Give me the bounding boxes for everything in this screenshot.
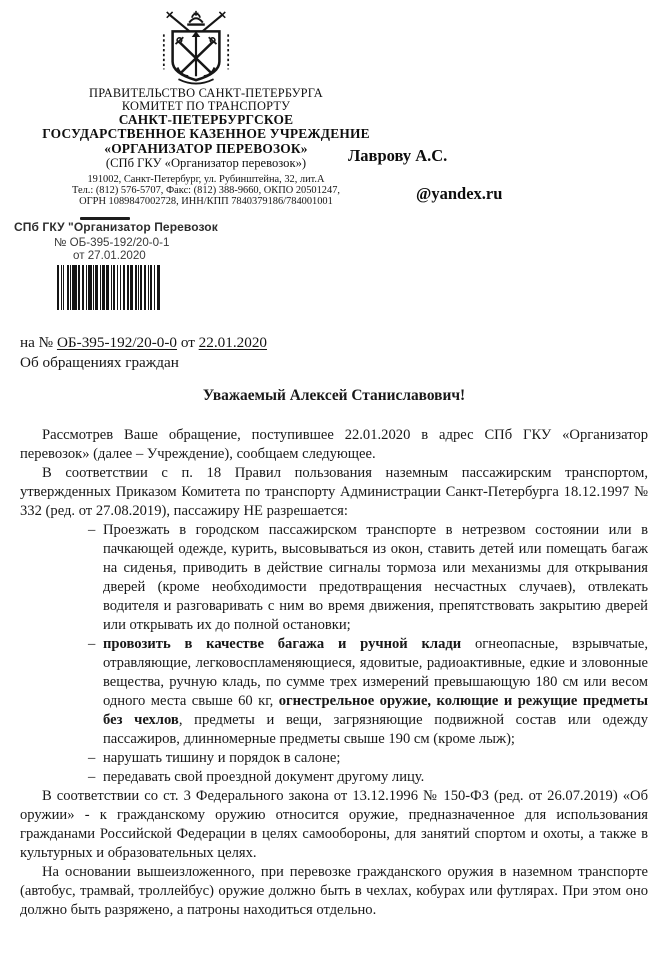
list-dash: –: [88, 522, 96, 538]
list-item: – провозить в качестве багажа и ручной клади огнеопасные, взрывчатые, отравляющие, легковоспламеняющиеся, ядовитые, радиоактивные, едкие и зловонные вещества, ручную кладь, по сумме трех измерений превышающую 180 см или весом одного места свыше 60 кг, огнестрельное оружие, колющие и режущие предметы без чехлов, предметы и вещи, загрязняющие подвижной состав или одежду пассажиров, длинномерные предметы свыше 190 см (кроме лыж);: [88, 636, 649, 747]
paragraph-conclusion: На основании вышеизложенного, при перевозке гражданского оружия в наземном транспорте (автобус, трамвай, троллейбус) оружие должно быть в чехлах, кобурах или футлярах. При этом оно должно быть разряжено, а патроны находиться отдельно.: [20, 864, 648, 918]
paragraph-weapons-law: В соответствии со ст. 3 Федерального закона от 13.12.1996 № 150-ФЗ (ред. от 26.07.2019) «Об оружии» - к гражданскому оружию относится оружие, предназначенное для использования гражданами Российской Федерации в целях самообороны, для занятий спортом и охоты, а также в культурных и образовательных целях.: [20, 788, 648, 861]
org-line: ГОСУДАРСТВЕННОЕ КАЗЕННОЕ УЧРЕЖДЕНИЕ: [42, 126, 370, 142]
list-dash: –: [88, 750, 96, 766]
stamp-org-name: СПб ГКУ "Организатор Перевозок: [14, 220, 218, 234]
list-item: – передавать свой проездной документ другому лицу.: [88, 769, 425, 785]
stamp-date: от 27.01.2020: [73, 249, 146, 262]
org-line: КОМИТЕТ ПО ТРАНСПОРТУ: [121, 99, 291, 113]
org-short-name: (СПб ГКУ «Организатор перевозок»): [105, 156, 307, 171]
org-line: САНКТ-ПЕТЕРБУРГСКОЕ: [118, 112, 294, 127]
list-item: – нарушать тишину и порядок в салоне;: [88, 750, 341, 766]
org-line: «ОРГАНИЗАТОР ПЕРЕВОЗОК»: [104, 140, 308, 156]
reference-line: на № ОБ-395-192/20-0-0 от 22.01.2020: [20, 334, 267, 351]
addressee-name: Лаврову А.С.: [348, 146, 448, 165]
registration-barcode: [57, 265, 162, 310]
salutation: Уважаемый Алексей Станиславович!: [202, 387, 466, 404]
addressee-email: @yandex.ru: [416, 184, 503, 203]
letter-body: [20, 386, 648, 920]
ogrn-line: ОГРН 1089847002728, ИНН/КПП 7840379186/784001001: [79, 196, 333, 207]
letterhead-contacts: [0, 174, 412, 207]
phone-line: Тел.: (812) 576-5707, Факс: (812) 388-9660, ОКПО 20501247,: [72, 185, 340, 196]
spb-coat-of-arms-icon: [149, 8, 243, 86]
subject-line: Об обращениях граждан: [20, 354, 179, 371]
address-line: 191002, Санкт-Петербург, ул. Рубинштейна, 32, лит.А: [87, 174, 325, 185]
paragraph-rules: В соответствии с п. 18 Правил пользования наземным пассажирским транспортом, утвержденных Приказом Комитета по транспорту Администрации Санкт-Петербурга 18.12.1997 № 332 (ред. от 27.08.2019), пассажиру НЕ разрешается:: [20, 465, 648, 519]
incoming-number: ОБ-395-192/20-0-0: [56, 334, 178, 351]
org-line: ПРАВИТЕЛЬСТВО САНКТ-ПЕТЕРБУРГА: [89, 86, 323, 100]
list-dash: –: [88, 636, 96, 652]
incoming-date: 22.01.2020: [198, 334, 267, 351]
paragraph-intro: Рассмотрев Ваше обращение, поступившее 22.01.2020 в адрес СПб ГКУ «Организатор перевозок» (далее – Учреждение), сообщаем следующее.: [20, 427, 648, 462]
reference-block: [20, 333, 648, 373]
stamp-outgoing-number: № ОБ-395-192/20-0-1: [54, 236, 170, 249]
list-item: – Проезжать в городском пассажирском транспорте в нетрезвом состоянии или в пачкающей одежде, курить, высовываться из окон, ставить детей или помещать багаж на сиденья, приводить в действие сигналы тормоза или механизмы для открывания дверей (кроме необходимости предотвращения несчастных случаев), отвлекать водителя и разговаривать с ним во время движения, препятствовать закрытию дверей или открывать их до полной остановки;: [88, 522, 648, 633]
list-dash: –: [88, 769, 96, 785]
